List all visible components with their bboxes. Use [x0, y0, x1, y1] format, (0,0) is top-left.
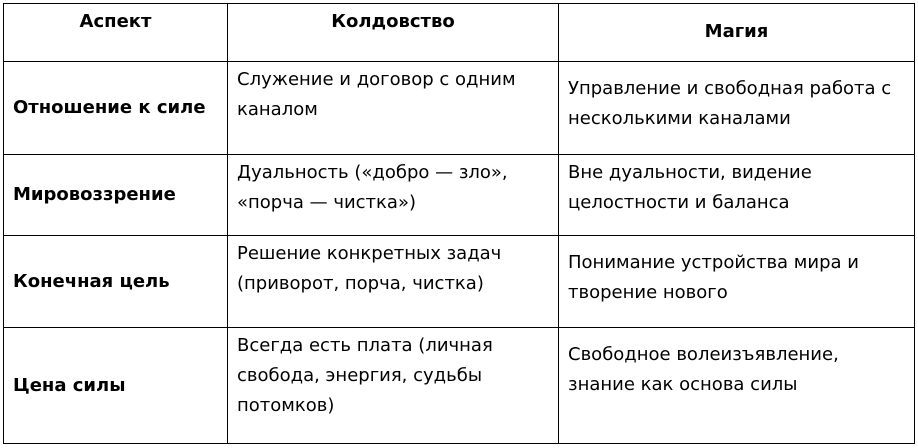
magic-cell: Вне дуальности, видение целостности и баланса — [559, 155, 915, 236]
row-aspect-label: Отношение к силе — [4, 62, 228, 155]
comparison-table — [3, 3, 915, 444]
row-aspect-label: Мировоззрение — [4, 155, 228, 236]
magic-cell: Понимание устройства мира и творение нового — [559, 236, 915, 328]
row-aspect-label: Цена силы — [4, 328, 228, 444]
header-witchcraft: Колдовство — [228, 4, 559, 62]
header-magic: Магия — [559, 4, 915, 62]
table-row — [4, 328, 915, 444]
header-aspect: Аспект — [4, 4, 228, 62]
magic-cell: Свободное волеизъявление, знание как основа силы — [559, 328, 915, 444]
witchcraft-cell: Служение и договор с одним каналом — [228, 62, 559, 155]
table-row — [4, 62, 915, 155]
table-row — [4, 155, 915, 236]
row-aspect-label: Конечная цель — [4, 236, 228, 328]
witchcraft-cell: Дуальность («добро — зло», «порча — чистка») — [228, 155, 559, 236]
witchcraft-cell: Всегда есть плата (личная свобода, энергия, судьбы потомков) — [228, 328, 559, 444]
witchcraft-cell: Решение конкретных задач (приворот, порча, чистка) — [228, 236, 559, 328]
table-header-row — [4, 4, 915, 62]
comparison-table-container — [3, 3, 915, 444]
table-row — [4, 236, 915, 328]
magic-cell: Управление и свободная работа с несколькими каналами — [559, 62, 915, 155]
